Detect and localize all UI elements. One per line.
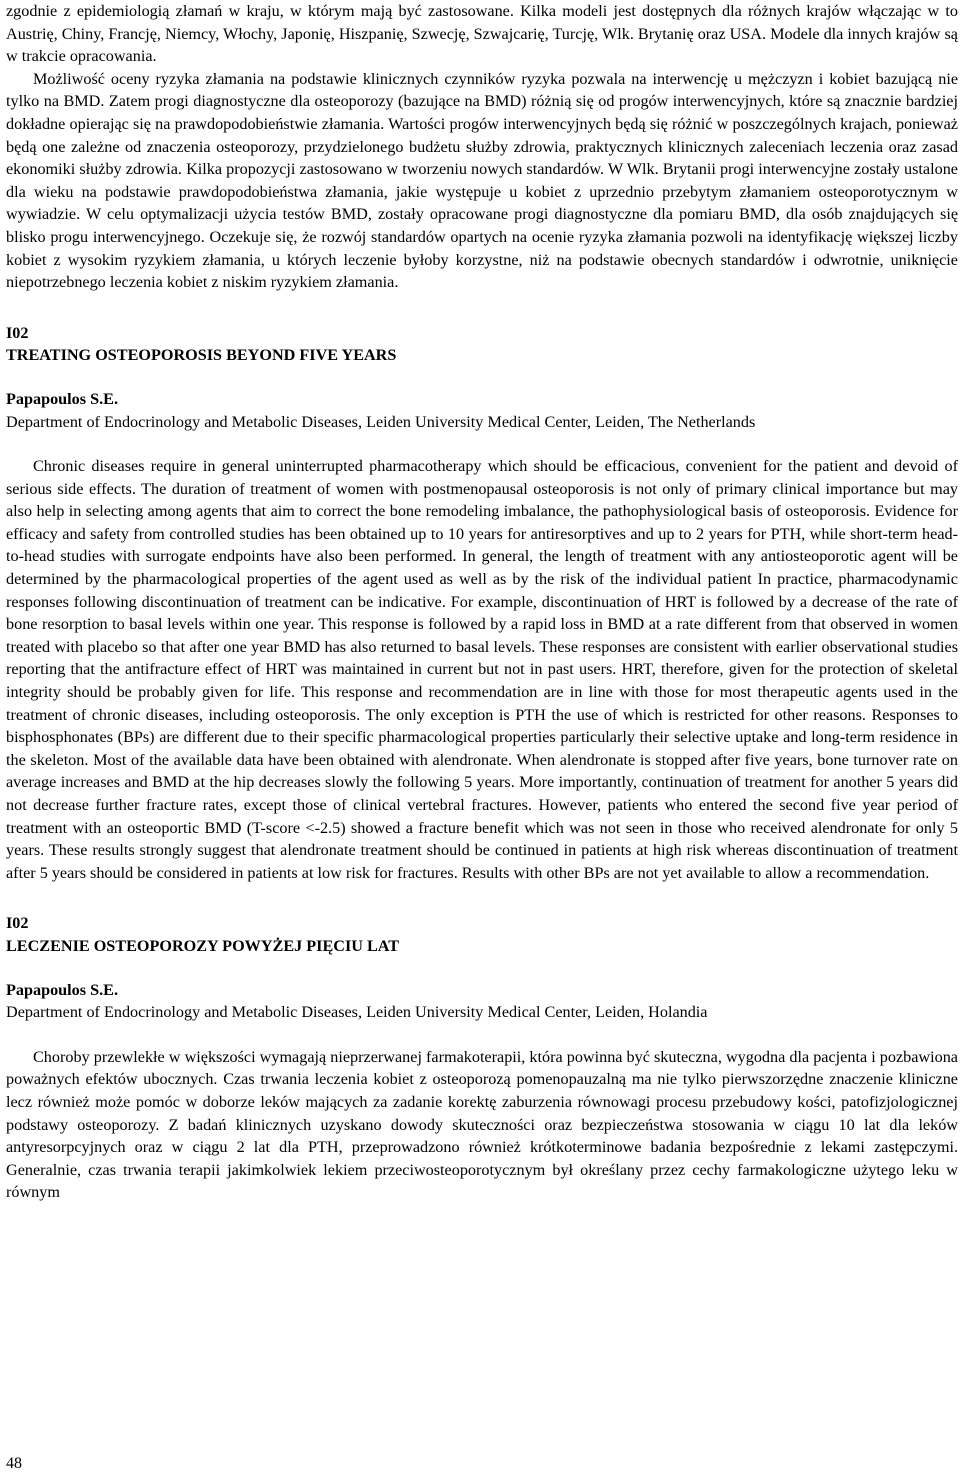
polish-section-code: I02 [6,914,29,933]
english-abstract: Chronic diseases require in general uninterrupted pharmacotherapy which should be efficacious, convenient for the patient and devoid of serious side effects. The duration of treatment of women with postmenopausal osteoporosis is not only of primary clinical importance but may also help in selecting among agents that aim to correct the bone remodeling imbalance, the pathophysiological basis of osteoporosis. Evidence for efficacy and safety from controlled studies has been obtained up to 10 years for antiresorptives and up to 2 years for PTH, while short-term head-to-head studies with surrogate endpoints have also been performed. In general, the length of treatment with any antiosteoporotic agent will be determined by the pharmacological properties of the agent used as well as by the risk of the individual patient In practice, pharmacodynamic responses following discontinuation of treatment can be indicative. For example, discontinuation of HRT is followed by a decrease of the rate of bone resorption to basal levels within one year. This response is followed by a rapid loss in BMD at a rate different from that observed in women treated with placebo so that after one year BMD has also returned to basal levels. These responses are consistent with earlier observational studies reporting that the antifracture effect of HRT was maintained in current but not in past users. HRT, therefore, given for the protection of skeletal integrity should be probably given for life. This response and recommendation are in line with those for most therapeutic agents used in the treatment of chronic diseases, including osteoporosis. The only exception is PTH the use of which is restricted for other reasons. Responses to bisphosphonates (BPs) are different due to their specific pharmacological properties particularly their selective uptake and long-term residence in the skeleton. Most of the available data have been obtained with alendronate. When alendronate is stopped after five years, bone turnover rate on average increases and BMD at the hip decreases slowly the following 5 years. More importantly, continuation of treatment for another 5 years did not decrease further fracture rates, except those of clinical vertebral fractures. However, patients who entered the second five year period of treatment with an osteoportic BMD (T-score <-2.5) showed a fracture benefit which was not seen in those who received alendronate for only 5 years. These results strongly suggest that alendronate treatment should be continued in patients at high risk whereas discontinuation of treatment after 5 years should be considered in patients at low risk for fractures. Results with other BPs are not yet available to allow a recommendation. [6,457,958,882]
page-content [6,0,958,1204]
polish-abstract: Choroby przewlekłe w większości wymagają nieprzerwanej farmakoterapii, która powinna być skuteczna, wygodna dla pacjenta i pozbawiona poważnych efektów ubocznych. Czas trwania leczenia kobiet z osteoporozą pomenopauzalną ma nie tylko pierwszorzędne znaczenie kliniczne lecz również może pomóc w doborze leków mających za zadanie korektę zaburzenia równowagi procesu przebudowy kości, patofizjologicznej podstawy osteoporozy. Z badań klinicznych uzyskano dowody skuteczności oraz bezpieczeństwa stosowania w ciągu 10 lat dla leków antyresorpcyjnych oraz w ciągu 2 lat dla PTH, przeprowadzono również krótkoterminowe badania bezpośrednie z lekami zastępczymi. Generalnie, czas trwania terapii jakimkolwiek lekiem przeciwosteoporotycznym był określany przez cechy farmakologiczne użytego leku w równym [6,1047,958,1202]
polish-affiliation: Department of Endocrinology and Metabolic Diseases, Leiden University Medical Center, Leiden, Holandia [6,1003,708,1022]
english-section-title: TREATING OSTEOPOROSIS BEYOND FIVE YEARS [6,346,397,365]
page-number: 48 [6,1455,22,1472]
intro-paragraph-2: Możliwość oceny ryzyka złamania na podstawie klinicznych czynników ryzyka pozwala na interwencję u mężczyzn i kobiet bazującą nie tylko na BMD. Zatem progi diagnostyczne dla osteoporozy (bazujące na BMD) różnią się od progów interwencyjnych, które są znacznie bardziej dokładne opierając się na prawdopodobieństwie złamania. Wartości progów interwencyjnych będą się różnić w poszczególnych krajach, ponieważ będą one zależne od znaczenia osteoporozy, przydzielonego budżetu służby zdrowia, praktycznych klinicznych zaleceniach leczenia oraz zasad ekonomiki służby zdrowia. Kilka propozycji zastosowano w tworzeniu nowych standardów. W Wlk. Brytanii progi interwencyjne zostały ustalone dla wieku na podstawie prawdopodobieństwa złamania, jakie występuje u kobiet z uprzednio przebytym złamaniem osteoporotycznym w wywiadzie. W celu optymalizacji użycia testów BMD, zostały opracowane progi diagnostyczne dla pomiaru BMD, dla osób znajdujących się blisko progu interwencyjnego. Oczekuje się, że rozwój standardów opartych na ocenie ryzyka złamania pozwoli na identyfikację większej liczby kobiet z wysokim ryzykiem złamania, u których leczenie byłoby korzystne, niż na podstawie obecnych standardów i odwrotnie, uniknięcie niepotrzebnego leczenia kobiet z niskim ryzykiem złamania. [6,69,958,292]
intro-paragraph-1: zgodnie z epidemiologią złamań w kraju, w którym mają być zastosowane. Kilka modeli jest dostępnych dla różnych krajów włączając w to Austrię, Chiny, Francję, Niemcy, Włochy, Japonię, Hiszpanię, Szwecję, Szwajcarię, Turcję, Wlk. Brytanię oraz USA. Modele dla innych krajów są w trakcie opracowania. [6,2,958,66]
english-section-code: I02 [6,323,29,342]
polish-author: Papapoulos S.E. [6,980,119,999]
polish-section-title: LECZENIE OSTEOPOROZY POWYŻEJ PIĘCIU LAT [6,936,400,955]
english-author: Papapoulos S.E. [6,389,119,408]
english-affiliation: Department of Endocrinology and Metabolic Diseases, Leiden University Medical Center, Leiden, The Netherlands [6,412,756,431]
